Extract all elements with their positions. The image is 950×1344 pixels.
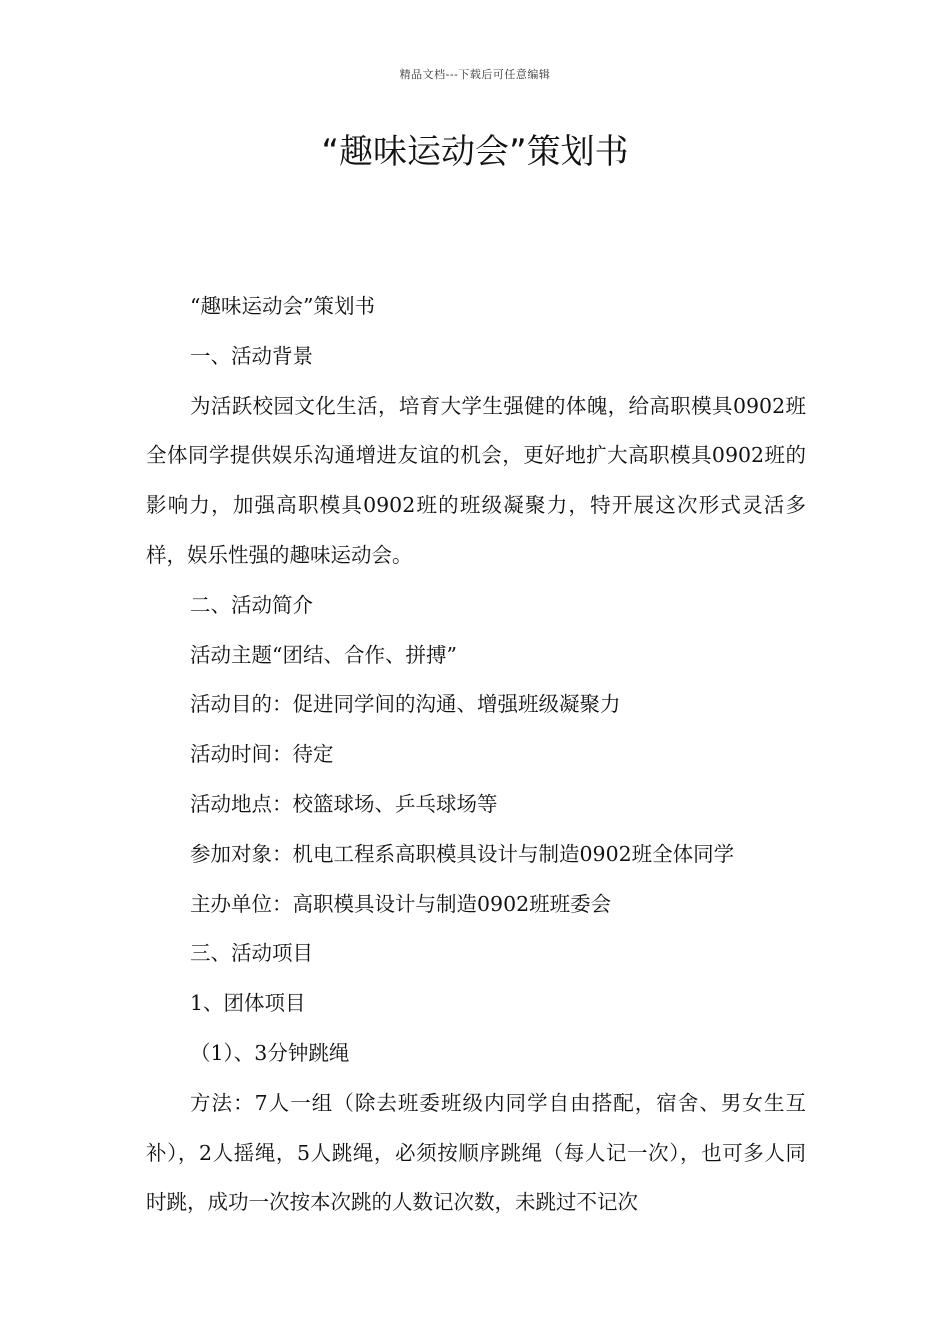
event-jump-rope-heading: （1）、3分钟跳绳 <box>190 1040 350 1065</box>
activity-location: 活动地点：校篮球场、乒乓球场等 <box>190 791 498 816</box>
event-method-paragraph: 方法：7人一组（除去班委班级内同学自由搭配，宿舍、男女生互补），2人摇绳，5人跳绳，必须按顺序跳绳（每人记一次），也可多人同时跳，成功一次按本次跳的人数记次数，未跳过不记次 <box>146 1090 806 1215</box>
page-header: 精品文档---下载后可任意编辑 <box>399 68 551 81</box>
document-title: “趣味运动会”策划书 <box>321 132 629 172</box>
activity-time: 活动时间：待定 <box>190 742 334 767</box>
organizer: 主办单位：高职模具设计与制造0902班班委会 <box>190 891 612 916</box>
subtitle-paragraph: “趣味运动会”策划书 <box>190 294 375 318</box>
activity-theme: 活动主题“团结、合作、拼搏” <box>190 642 457 667</box>
activity-purpose: 活动目的：促进同学间的沟通、增强班级凝聚力 <box>190 692 621 717</box>
team-events-heading: 1、团体项目 <box>190 991 306 1016</box>
document-body <box>146 282 806 1228</box>
section-heading-intro: 二、活动简介 <box>190 592 313 617</box>
background-paragraph: 为活跃校园文化生活，培育大学生强健的体魄，给高职模具0902班全体同学提供娱乐沟通增进友谊的机会，更好地扩大高职模具0902班的影响力，加强高职模具0902班的班级凝聚力，特开展这次形式灵活多样，娱乐性强的趣味运动会。 <box>146 393 806 567</box>
participants: 参加对象：机电工程系高职模具设计与制造0902班全体同学 <box>190 841 735 866</box>
section-heading-items: 三、活动项目 <box>190 941 313 966</box>
section-heading-background: 一、活动背景 <box>190 343 313 368</box>
